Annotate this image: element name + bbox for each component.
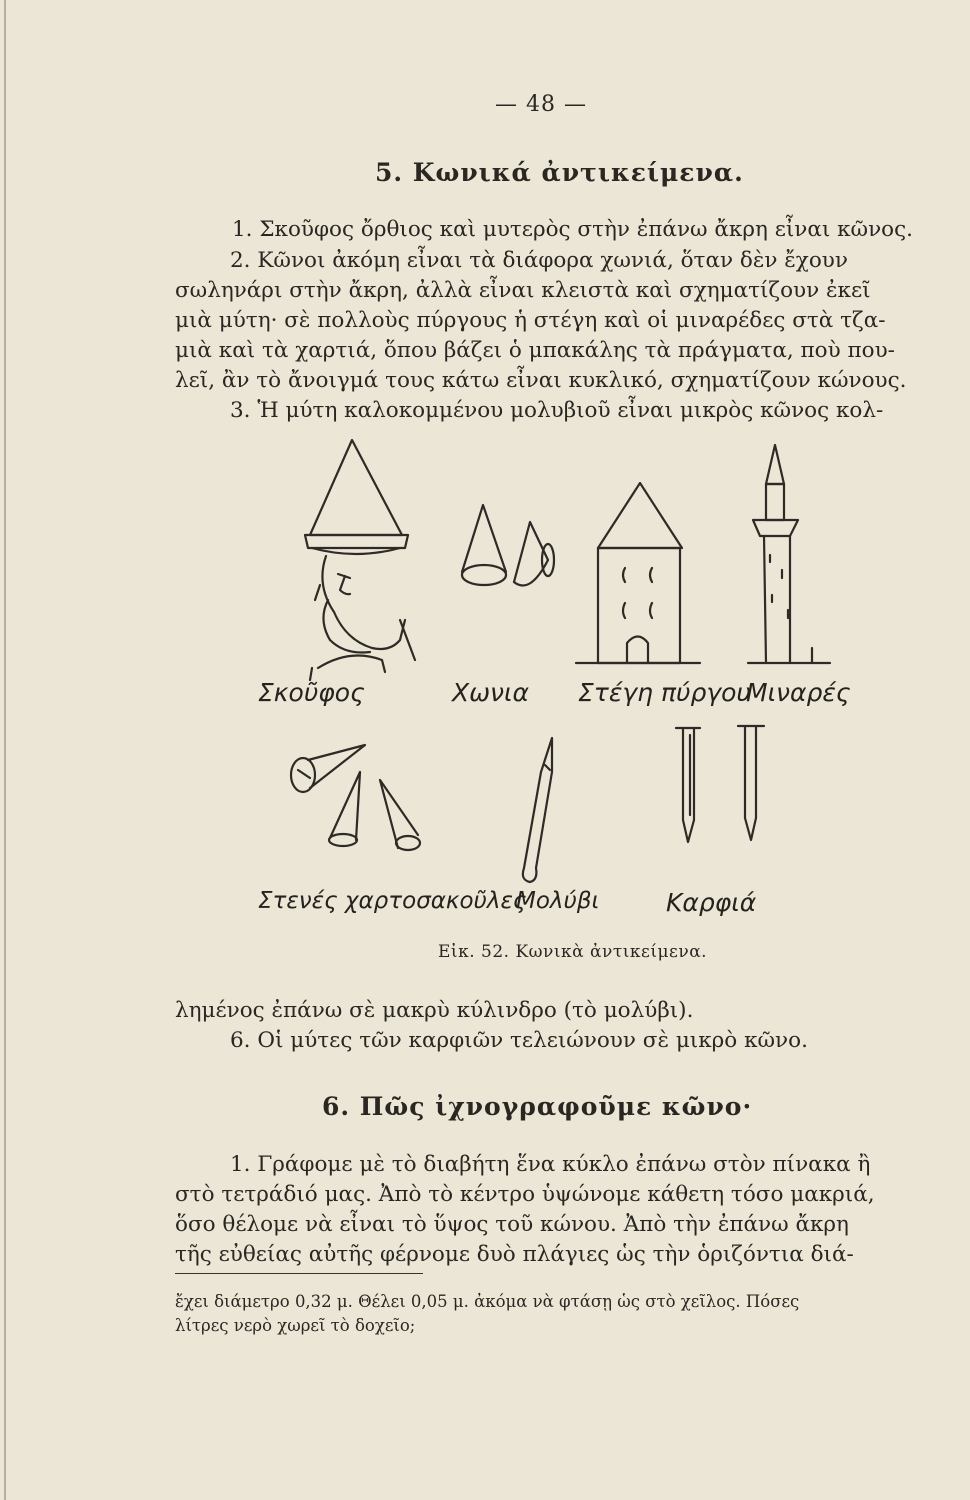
figure-caption: Εἰκ. 52. Κωνικὰ ἀντικείμενα. bbox=[438, 942, 708, 962]
text-line: 3. Ἡ μύτη καλοκομμένου μολυβιοῦ εἶναι μικρὸς κῶνος κολ- bbox=[230, 398, 884, 423]
text-line: μιὰ μύτη· σὲ πολλοὺς πύργους ἡ στέγη καὶ οἱ μιναρέδες στὰ τζα- bbox=[175, 308, 886, 333]
footnote-line: λίτρες νερὸ χωρεῖ τὸ δοχεῖο; bbox=[175, 1316, 416, 1335]
text-line: 6. Οἱ μύτες τῶν καρφιῶν τελειώνουν σὲ μικρὸ κῶνο. bbox=[230, 1028, 808, 1053]
label-skoufos: Σκοῦφος bbox=[258, 678, 365, 707]
text-line: 1. Γράφομε μὲ τὸ διαβήτη ἕνα κύκλο ἐπάνω στὸν πίνακα ἢ bbox=[230, 1152, 871, 1177]
minaret-drawing bbox=[748, 445, 830, 663]
tower-drawing bbox=[576, 483, 700, 663]
pencil-drawing bbox=[523, 738, 552, 882]
label-molyvi: Μολύβι bbox=[516, 888, 600, 914]
label-karfia: Καρφιά bbox=[666, 888, 757, 917]
skoufos-drawing bbox=[305, 440, 415, 680]
nail-drawings bbox=[676, 726, 764, 842]
text-line: τῆς εὐθείας αὐτῆς φέρνομε δυὸ πλάγιες ὡς τὴν ὁριζόντια διά- bbox=[175, 1242, 854, 1267]
label-stegi-pyrgou: Στέγη πύργου bbox=[578, 678, 751, 707]
text-line: σωληνάρι στὴν ἄκρη, ἀλλὰ εἶναι κλειστὰ καὶ σχηματίζουν ἐκεῖ bbox=[175, 278, 871, 303]
label-stenes-xartosakoules: Στενές χαρτοσακοῦλες bbox=[258, 888, 527, 914]
section-6-item-1 bbox=[175, 1150, 875, 1270]
section-5-item-1: 1. Σκοῦφος ὄρθιος καὶ μυτερὸς στὴν ἐπάνω ἄκρη εἶναι κῶνος. bbox=[232, 217, 913, 242]
text-line: λεῖ, ἂν τὸ ἄνοιγμά τους κάτω εἶναι κυκλικό, σχηματίζουν κώνους. bbox=[175, 368, 907, 393]
section-5-heading: 5. Κωνικά ἀντικείμενα. bbox=[375, 158, 744, 187]
text-line: στὸ τετράδιό μας. Ἀπὸ τὸ κέντρο ὑψώνομε κάθετη τόσο μακριά, bbox=[175, 1182, 875, 1207]
footnote bbox=[175, 1290, 799, 1338]
text-line: ὅσο θέλομε νὰ εἶναι τὸ ὕψος τοῦ κώνου. Ἀπὸ τὴν ἐπάνω ἄκρη bbox=[175, 1212, 849, 1237]
label-xonia: Χωνια bbox=[452, 678, 529, 707]
text-line: 2. Κῶνοι ἀκόμη εἶναι τὰ διάφορα χωνιά, ὅταν δὲν ἔχουν bbox=[230, 248, 848, 273]
footnote-divider bbox=[175, 1273, 423, 1274]
text-line: μιὰ καὶ τὰ χαρτιά, ὅπου βάζει ὁ μπακάλης τὰ πράγματα, ποὺ που- bbox=[175, 338, 895, 363]
footnote-line: ἔχει διάμετρο 0,32 μ. Θέλει 0,05 μ. ἀκόμα νὰ φτάσῃ ὡς στὸ χεῖλος. Πόσες bbox=[175, 1292, 800, 1311]
funnel-drawings bbox=[462, 505, 554, 586]
label-minares: Μιναρές bbox=[746, 678, 851, 707]
page-number: — 48 — bbox=[495, 92, 587, 117]
section-5-continuation bbox=[175, 996, 808, 1056]
text-line: λημένος ἐπάνω σὲ μακρὺ κύλινδρο (τὸ μολύβι). bbox=[175, 998, 694, 1023]
paper-cone-drawings bbox=[291, 745, 420, 850]
section-6-heading: 6. Πῶς ἰχνογραφοῦμε κῶνο· bbox=[322, 1092, 753, 1121]
